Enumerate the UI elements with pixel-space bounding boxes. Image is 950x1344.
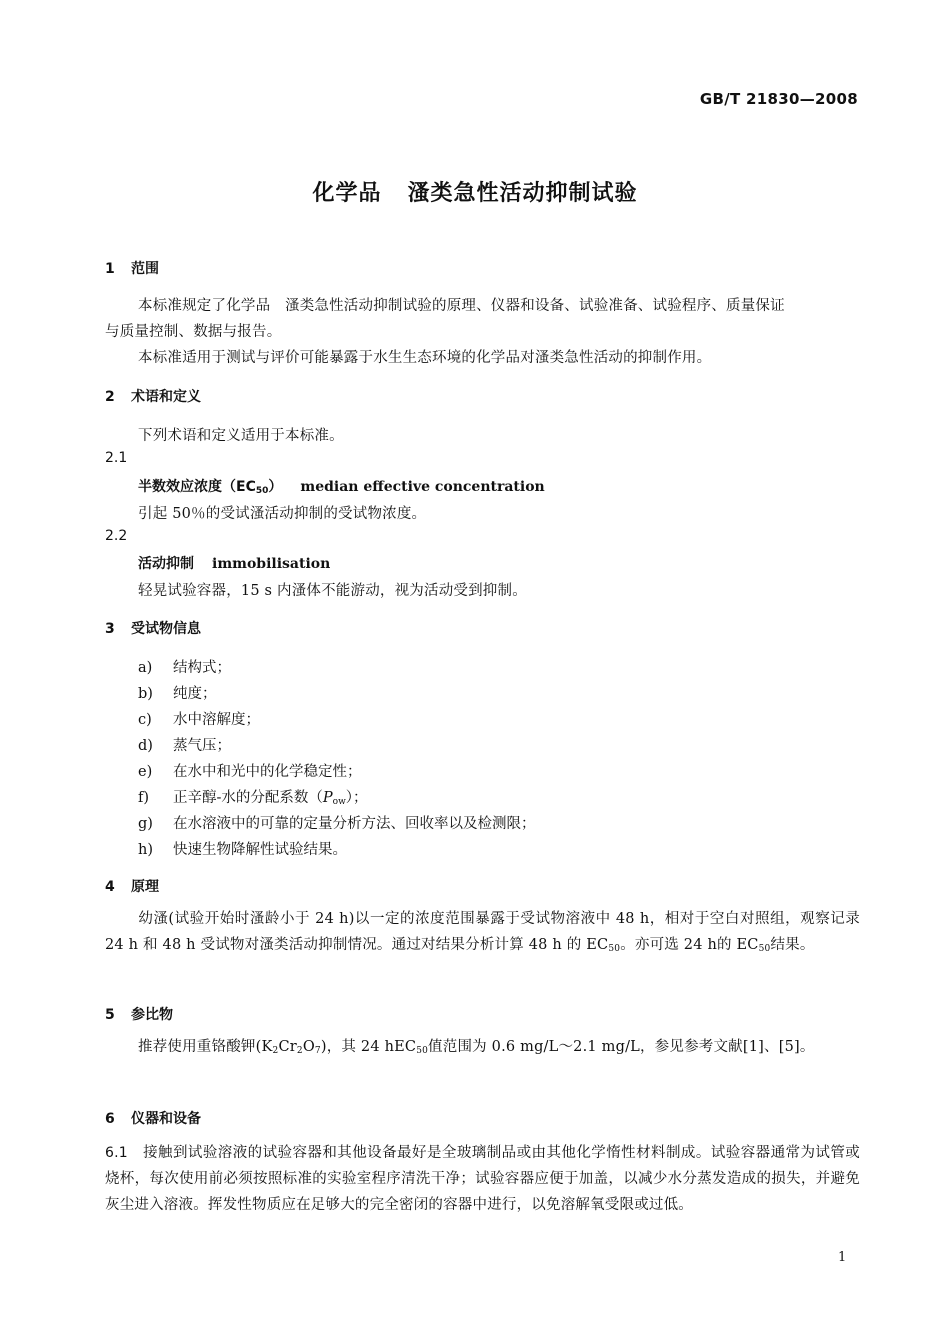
section-number: 5 xyxy=(105,1007,115,1023)
section-title: 仪器和设备 xyxy=(131,1111,201,1127)
title-part-2: 溞类急性活动抑制试验 xyxy=(407,181,638,206)
list-item: e) 在水中和光中的化学稳定性； xyxy=(138,764,362,780)
list-item: a) 结构式； xyxy=(138,660,231,676)
term-2-2-name-cn: 活动抑制 xyxy=(138,556,194,572)
section-title: 原理 xyxy=(131,879,159,895)
section-number: 2 xyxy=(105,389,115,405)
page-number: 1 xyxy=(838,1250,847,1265)
section-number: 4 xyxy=(105,879,115,895)
title-part-1: 化学品 xyxy=(312,181,382,206)
term-2-1-name-en: median effective concentration xyxy=(300,479,545,495)
term-2-1-name xyxy=(138,476,545,496)
section-title: 受试物信息 xyxy=(131,621,201,637)
section-1-para-1-line-2: 与质量控制、数据与报告。 xyxy=(105,324,282,340)
section-1-para-2: 本标准适用于测试与评价可能暴露于水生生态环境的化学品对溞类急性活动的抑制作用。 xyxy=(138,350,712,366)
standard-code: GB/T 21830—2008 xyxy=(699,90,858,108)
term-2-2-name xyxy=(138,553,330,573)
list-item: d) 蒸气压； xyxy=(138,738,231,754)
list-item: h) 快速生物降解性试验结果。 xyxy=(138,842,347,858)
section-3-heading xyxy=(105,618,201,638)
term-2-2-name-en: immobilisation xyxy=(212,556,331,572)
section-1-heading xyxy=(105,258,159,278)
section-5-paragraph: 推荐使用重铬酸钾$(K_2Cr_2O_7)$，其 24 hEC$_{50}$值范围为 0.6 mg/L～2.1 mg/L，参见参考文献[1]、[5]。 xyxy=(138,1039,815,1056)
document-title xyxy=(0,176,950,207)
section-title: 术语和定义 xyxy=(131,389,201,405)
section-4-heading xyxy=(105,876,159,896)
list-item: c) 水中溶解度； xyxy=(138,712,260,728)
list-item: f) 正辛醇-水的分配系数$(P_{ow})$； xyxy=(138,790,368,807)
section-6-1-paragraph: 6.1 接触到试验溶液的试验容器和其他设备最好是全玻璃制品或由其他化学惰性材料制成。试验容器通常为试管或烧杯，每次使用前必须按照标准的实验室程序清洗干净；试验容器应便于加盖，以减少水分蒸发造成的损失，并避免灰尘进入溶液。挥发性物质应在足够大的完全密闭的容器中进行，以免溶解氧受限或过低。 xyxy=(105,1145,860,1213)
term-2-2-number: 2.2 xyxy=(105,528,128,544)
section-title: 参比物 xyxy=(131,1007,173,1023)
section-4-paragraph: 幼溞(试验开始时溞龄小于 24 h)以一定的浓度范围暴露于受试物溶液中 48 h，相对于空白对照组，观察记录 24 h 和 48 h 受试物对溞类活动抑制情况。通过对结果分析计算 48 h 的 $EC_{50}$。亦可选 24 h的 $EC_{50}$结果。 xyxy=(105,911,860,954)
section-number: 1 xyxy=(105,261,115,277)
term-2-1-definition: 引起 50％的受试溞活动抑制的受试物浓度。 xyxy=(138,506,427,522)
section-5-heading xyxy=(105,1004,173,1024)
list-item: b) 纯度； xyxy=(138,686,217,702)
term-2-1-number: 2.1 xyxy=(105,450,128,466)
section-2-intro: 下列术语和定义适用于本标准。 xyxy=(138,428,344,444)
term-2-1-name-cn: 半数效应浓度$(EC_{50})$ xyxy=(138,479,283,496)
list-item: g) 在水溶液中的可靠的定量分析方法、回收率以及检测限； xyxy=(138,816,536,832)
section-title: 范围 xyxy=(131,261,159,277)
section-number: 3 xyxy=(105,621,115,637)
section-6-heading xyxy=(105,1108,201,1128)
section-number: 6 xyxy=(105,1111,115,1127)
clause-number: 6.1 xyxy=(105,1145,128,1161)
section-1-para-1-line-1: 本标准规定了化学品 溞类急性活动抑制试验的原理、仪器和设备、试验准备、试验程序、质量保证 xyxy=(138,298,785,314)
section-2-heading xyxy=(105,386,201,406)
term-2-2-definition: 轻晃试验容器，15 s 内溞体不能游动，视为活动受到抑制。 xyxy=(138,583,527,599)
